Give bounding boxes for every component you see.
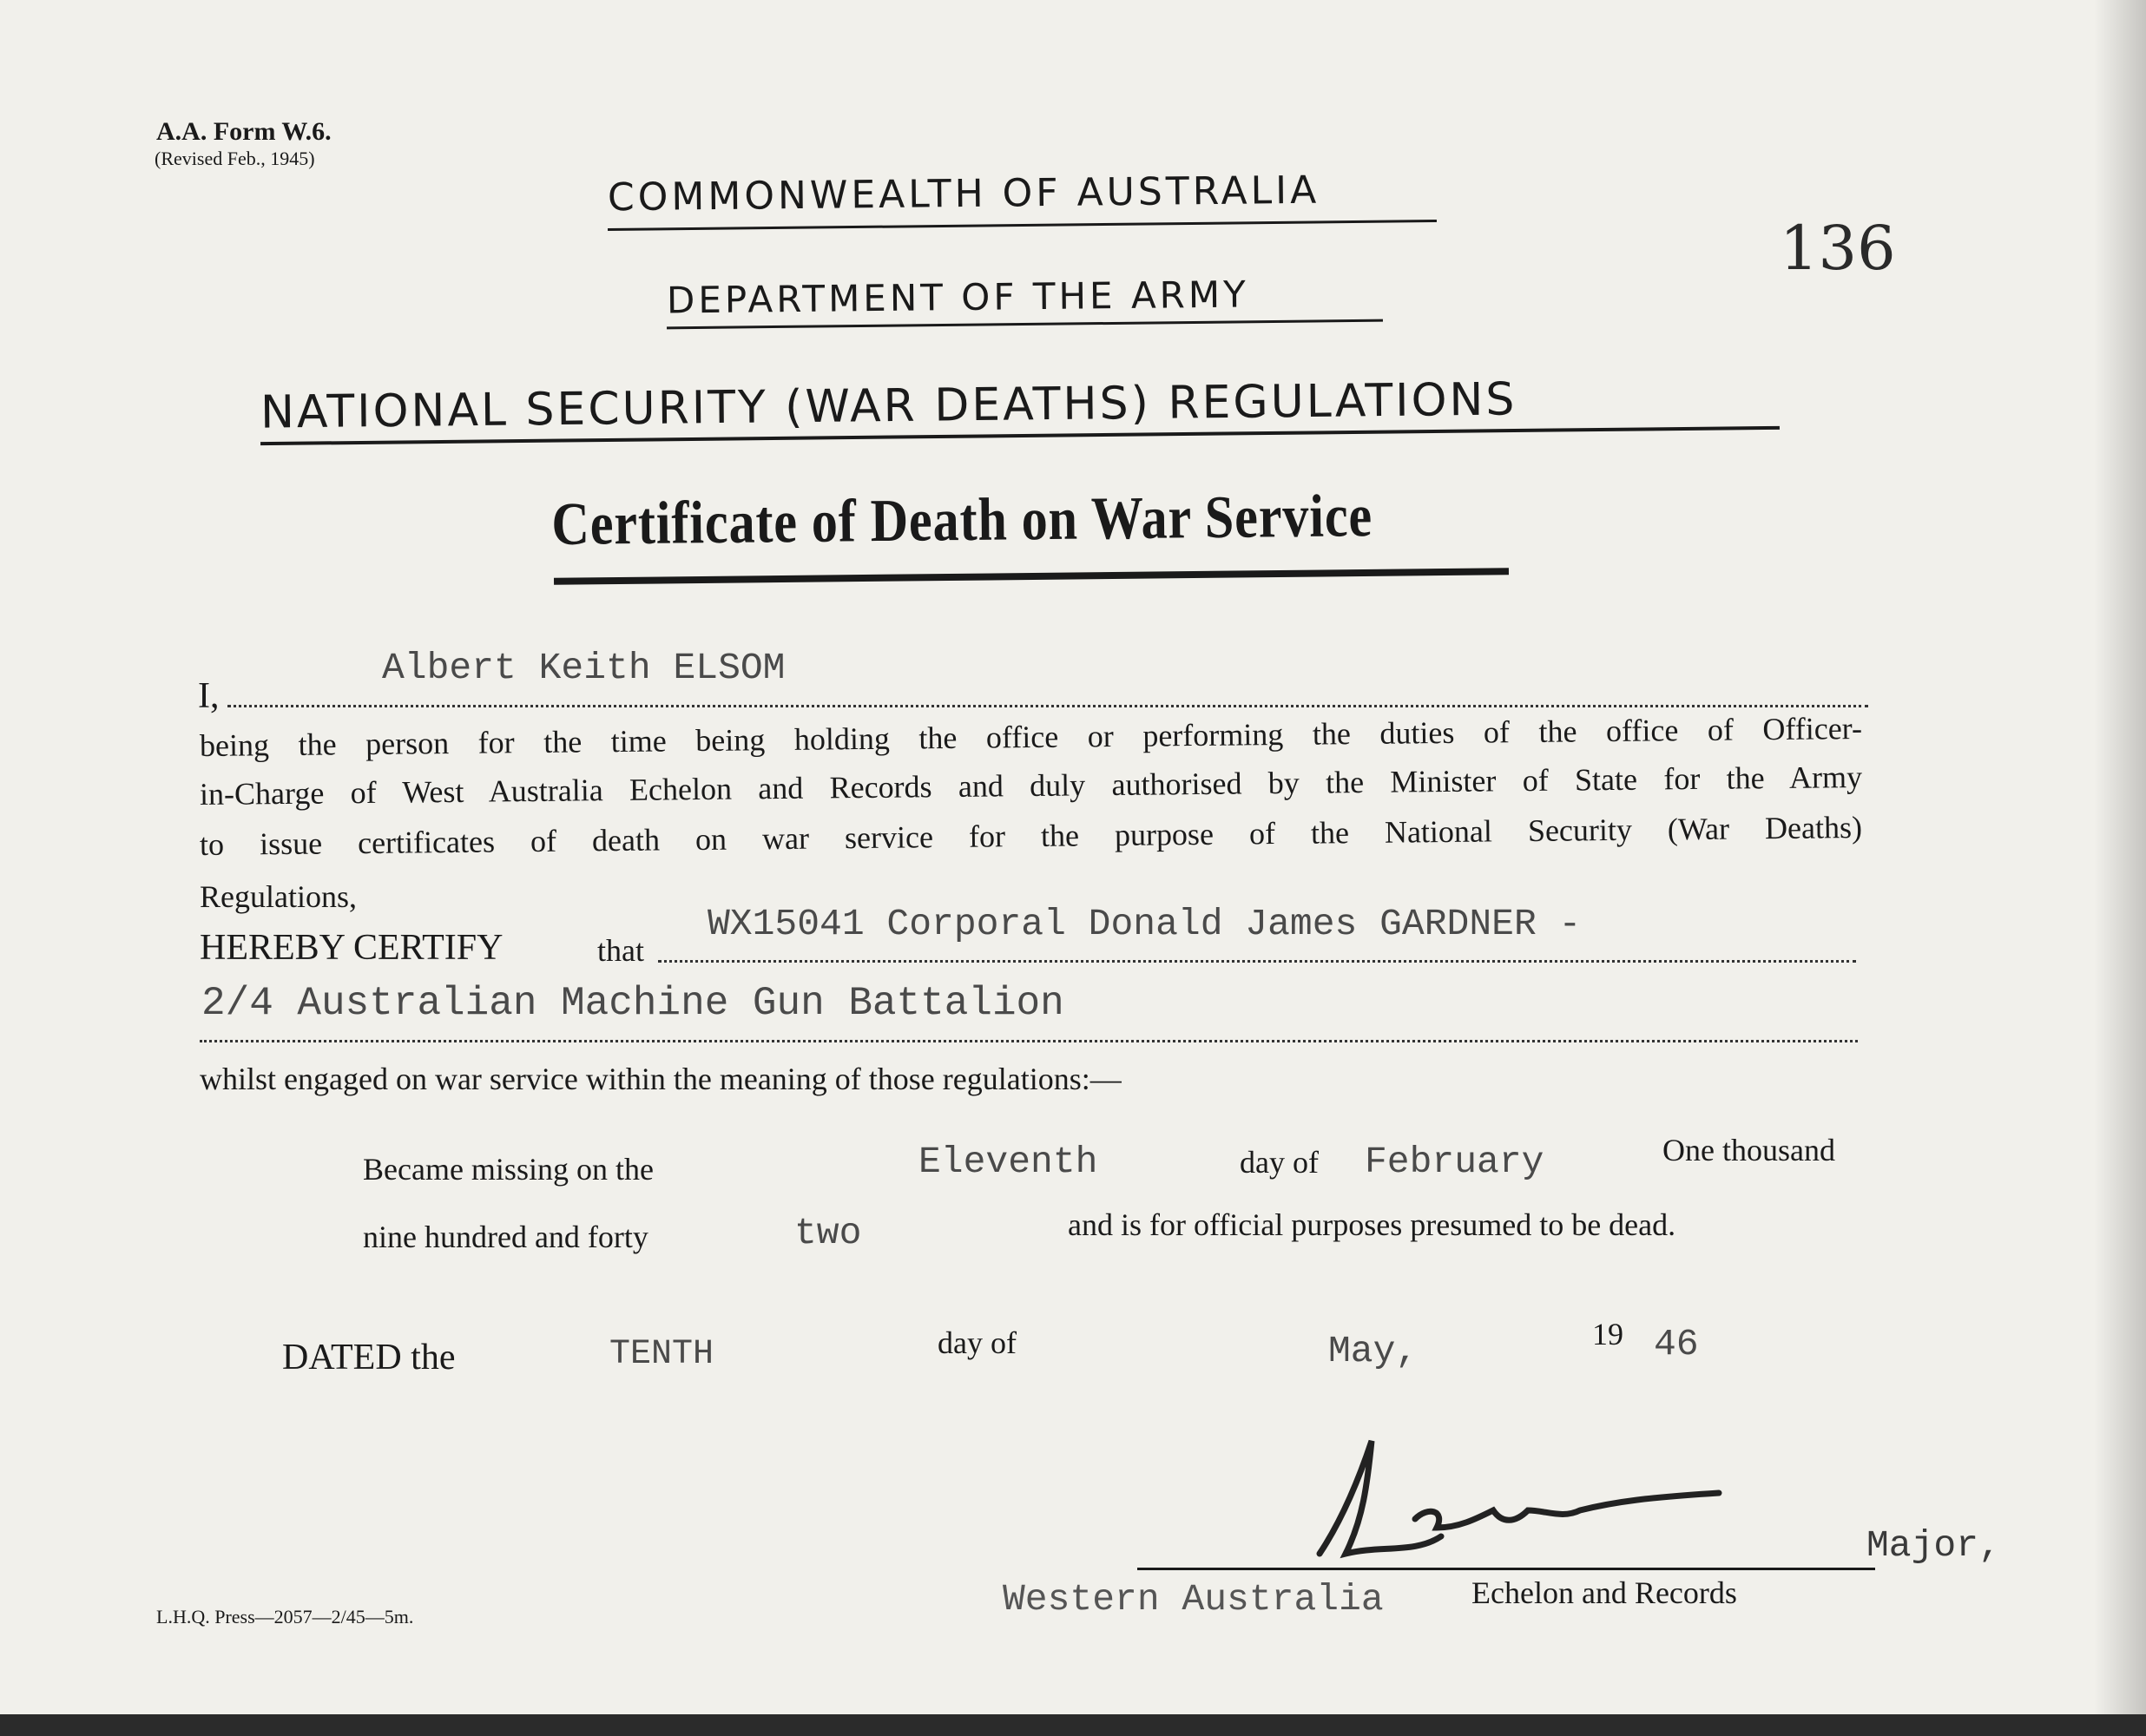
body-line-3: to issue certificates of death on war service for the purpose of the National Security (War Deaths)	[199, 809, 1863, 863]
dated-month: May,	[1328, 1330, 1419, 1372]
missing-day: Eleventh	[918, 1141, 1098, 1183]
body-line-2: in-Charge of West Australia Echelon and Records and duly authorised by the Minister of State for the Army	[199, 759, 1863, 812]
certifier-prefix: I,	[198, 676, 220, 716]
heading-regulations: NATIONAL SECURITY (WAR DEATHS) REGULATIONS	[260, 373, 1517, 439]
heading-department-underline	[667, 319, 1383, 330]
certificate-title: Certificate of Death on War Service	[551, 483, 1373, 558]
certificate-title-underline	[554, 568, 1509, 585]
presumed-dead-text: and is for official purposes presumed to be dead.	[1068, 1207, 1676, 1242]
certifier-name: Albert Keith ELSOM	[382, 647, 786, 689]
body-line-1: being the person for the time being holding the office or performing the duties of the office of Officer-	[199, 710, 1863, 764]
nine-hundred-label: nine hundred and forty	[363, 1220, 648, 1254]
one-thousand-label: One thousand	[1662, 1133, 1835, 1167]
page-edge-shadow	[2094, 0, 2146, 1714]
missing-year: two	[794, 1212, 862, 1254]
heading-department: DEPARTMENT OF THE ARMY	[666, 273, 1249, 322]
subject-unit: 2/4 Australian Machine Gun Battalion	[201, 981, 1064, 1026]
missing-month: February	[1365, 1141, 1544, 1183]
heading-commonwealth: COMMONWEALTH OF AUSTRALIA	[607, 168, 1320, 220]
signature-line	[1137, 1568, 1875, 1570]
became-missing-label: Became missing on the	[363, 1152, 654, 1187]
subject-dotted-line	[658, 960, 1856, 963]
hereby-certify-label: HEREBY CERTIFY	[200, 928, 504, 968]
signatory-office-printed: Echelon and Records	[1471, 1575, 1737, 1610]
subject-name: WX15041 Corporal Donald James GARDNER -	[708, 903, 1582, 945]
whilst-engaged-line: whilst engaged on war service within the meaning of those regulations:—	[200, 1062, 1122, 1096]
certifier-dotted-line	[227, 705, 1868, 707]
signatory-office-typed: Western Australia	[1003, 1578, 1384, 1621]
body-line-4: Regulations,	[200, 879, 357, 914]
form-code: A.A. Form W.6.	[156, 117, 332, 146]
dated-year: 46	[1654, 1323, 1699, 1365]
heading-commonwealth-underline	[608, 220, 1437, 231]
form-revised-date: (Revised Feb., 1945)	[155, 148, 315, 169]
printer-imprint: L.H.Q. Press—2057—2/45—5m.	[156, 1606, 414, 1628]
dated-century: 19	[1592, 1317, 1623, 1351]
dated-label: DATED the	[282, 1338, 456, 1378]
signature-mark	[1285, 1424, 1771, 1580]
signatory-rank: Major,	[1866, 1524, 2001, 1567]
unit-dotted-line	[200, 1040, 1858, 1042]
serial-number: 136	[1780, 213, 1896, 284]
missing-day-of-label: day of	[1240, 1145, 1319, 1180]
hereby-certify-that: that	[597, 933, 644, 968]
dated-day: TENTH	[609, 1335, 714, 1374]
dated-day-of-label: day of	[938, 1325, 1017, 1360]
